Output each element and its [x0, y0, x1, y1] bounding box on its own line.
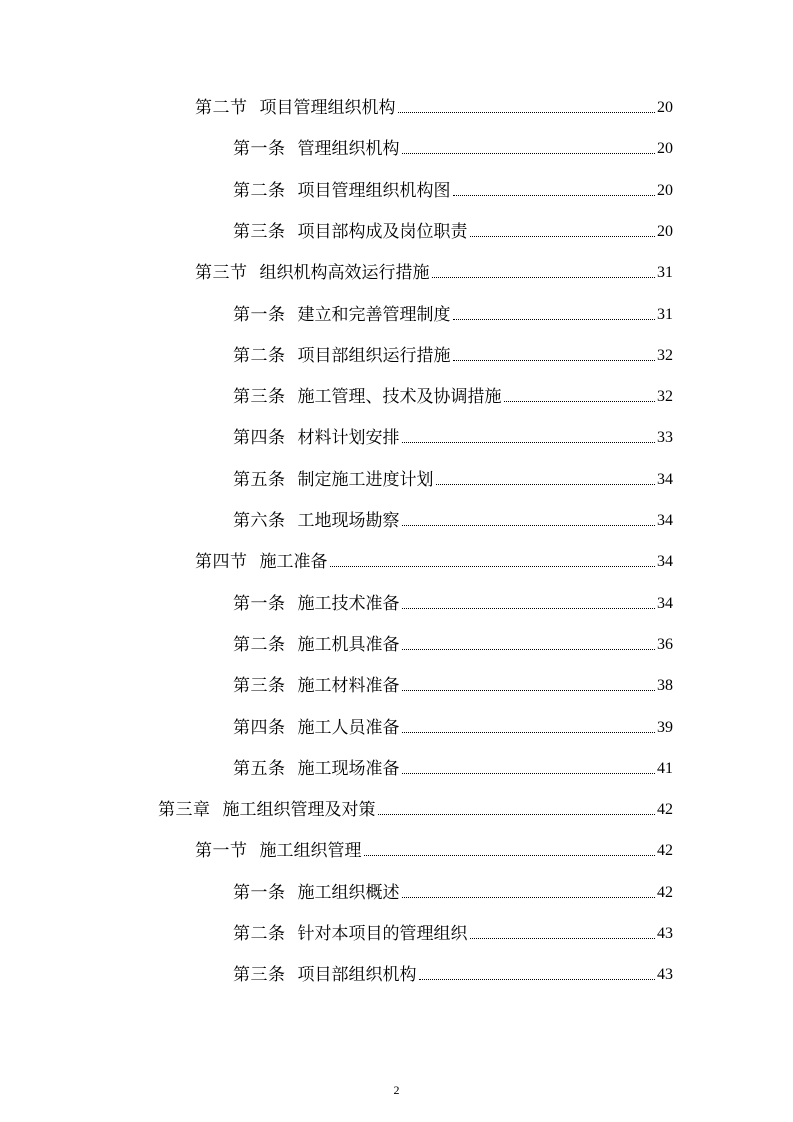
toc-entry-page: 42	[657, 842, 673, 860]
dot-leader	[364, 855, 656, 856]
toc-entry-number: 第三条	[233, 221, 286, 242]
toc-entry-page: 36	[657, 635, 673, 653]
toc-entry-title: 施工材料准备	[297, 676, 400, 697]
toc-entry[interactable]	[195, 88, 673, 118]
toc-entry-page: 20	[657, 222, 673, 240]
toc-entry-title: 施工机具准备	[297, 634, 400, 655]
dot-leader	[453, 195, 656, 196]
toc-entry-number: 第三条	[233, 676, 286, 697]
toc-entry[interactable]	[233, 501, 673, 531]
toc-entry-page: 33	[657, 429, 673, 447]
dot-leader	[398, 112, 656, 113]
toc-entry[interactable]	[233, 295, 673, 325]
dot-leader	[402, 732, 656, 733]
toc-entry-title: 项目部组织运行措施	[297, 345, 451, 366]
toc-entry-page: 39	[657, 718, 673, 736]
dot-leader	[504, 401, 656, 402]
toc-entry[interactable]	[233, 377, 673, 407]
toc-entry-number: 第六条	[233, 511, 286, 531]
toc-entry[interactable]	[233, 666, 673, 696]
toc-entry-number: 第二条	[233, 345, 286, 366]
toc-entry[interactable]	[158, 790, 673, 820]
dot-leader	[378, 814, 656, 815]
toc-entry-title: 建立和完善管理制度	[297, 304, 451, 325]
toc-entry-page: 43	[657, 966, 673, 984]
toc-entry-number: 第四节	[195, 552, 248, 573]
toc-entry-number: 第二条	[233, 634, 286, 655]
toc-entry-number: 第五条	[233, 758, 286, 779]
toc-entry-title: 项目管理组织机构	[259, 98, 396, 118]
toc-entry-page: 31	[657, 264, 673, 282]
dot-leader	[470, 236, 656, 237]
toc-entry[interactable]	[233, 955, 673, 985]
toc-entry-title: 施工组织管理	[259, 841, 362, 862]
toc-entry-page: 31	[657, 305, 673, 323]
toc-entry-number: 第一条	[233, 304, 286, 325]
page-number: 2	[393, 1083, 400, 1097]
toc-entry-number: 第二条	[233, 924, 286, 944]
toc-entry[interactable]	[195, 253, 673, 283]
toc-entry-page: 43	[657, 925, 673, 942]
toc-entry-number: 第一条	[233, 593, 286, 614]
toc-entry-number: 第一条	[233, 882, 286, 903]
dot-leader	[402, 442, 656, 443]
toc-entry[interactable]	[233, 171, 673, 201]
toc-entry-title: 项目部构成及岗位职责	[297, 221, 468, 242]
toc-entry-page: 32	[657, 388, 673, 406]
dot-leader	[453, 319, 656, 320]
toc-entry-number: 第四条	[233, 717, 286, 738]
toc-entry[interactable]	[233, 914, 673, 944]
toc-entry[interactable]	[233, 212, 673, 242]
dot-leader	[432, 277, 656, 278]
toc-entry-title: 施工准备	[259, 552, 328, 573]
toc-entry-number: 第三条	[233, 387, 286, 408]
dot-leader	[402, 525, 656, 526]
toc-entry-number: 第三条	[233, 965, 286, 986]
toc-entry[interactable]	[233, 129, 673, 159]
toc-entry[interactable]	[233, 584, 673, 614]
toc-entry[interactable]	[233, 336, 673, 366]
dot-leader	[402, 897, 656, 898]
toc-entry-page: 20	[657, 99, 673, 116]
toc-entry[interactable]	[195, 542, 673, 572]
toc-entry-page: 41	[657, 759, 673, 777]
toc-entry-page: 34	[657, 512, 673, 529]
toc-entry-title: 项目管理组织机构图	[297, 180, 451, 201]
toc-entry-title: 针对本项目的管理组织	[297, 924, 468, 944]
toc-entry-number: 第一条	[233, 139, 286, 160]
toc-entry-title: 施工组织概述	[297, 882, 400, 903]
dot-leader	[402, 153, 656, 154]
toc-entry-page: 20	[657, 181, 673, 199]
toc-entry-number: 第五条	[233, 469, 286, 490]
toc-entry-title: 施工管理、技术及协调措施	[297, 387, 502, 408]
toc-entry-title: 工地现场勘察	[297, 511, 400, 531]
toc-entry-title: 施工组织管理及对策	[222, 800, 376, 821]
toc-entry[interactable]	[195, 831, 673, 861]
toc-entry-title: 管理组织机构	[297, 139, 400, 160]
dot-leader	[453, 360, 656, 361]
toc-entry-number: 第二条	[233, 180, 286, 201]
toc-entry[interactable]	[233, 708, 673, 738]
toc-entry-title: 组织机构高效运行措施	[259, 263, 430, 284]
toc-entry-page: 34	[657, 594, 673, 612]
dot-leader	[402, 608, 656, 609]
toc-entry[interactable]	[233, 460, 673, 490]
dot-leader	[402, 773, 656, 774]
toc-entry-number: 第二节	[195, 98, 248, 118]
toc-entry[interactable]	[233, 625, 673, 655]
toc-entry-title: 制定施工进度计划	[297, 469, 434, 490]
toc-entry-title: 施工技术准备	[297, 593, 400, 614]
toc-entry-page: 20	[657, 140, 673, 158]
toc-entry-title: 施工现场准备	[297, 758, 400, 779]
toc-entry[interactable]	[233, 873, 673, 903]
dot-leader	[402, 690, 656, 691]
toc-entry-page: 34	[657, 470, 673, 488]
toc-entry[interactable]	[233, 749, 673, 779]
toc-entry-title: 施工人员准备	[297, 717, 400, 738]
dot-leader	[436, 484, 656, 485]
toc-entry-page: 32	[657, 346, 673, 364]
dot-leader	[419, 979, 656, 980]
toc-entry-page: 42	[657, 801, 673, 819]
toc-entry-number: 第一节	[195, 841, 248, 862]
toc-entry[interactable]	[233, 418, 673, 448]
toc-entry-number: 第四条	[233, 428, 286, 449]
toc-entry-page: 34	[657, 553, 673, 571]
dot-leader	[402, 649, 656, 650]
toc-entry-title: 项目部组织机构	[297, 965, 417, 986]
toc-entry-number: 第三章	[158, 800, 211, 821]
dot-leader	[470, 938, 656, 939]
toc-entry-number: 第三节	[195, 263, 248, 284]
toc-entry-title: 材料计划安排	[297, 428, 400, 449]
toc-entry-page: 38	[657, 677, 673, 695]
toc-entry-page: 42	[657, 883, 673, 901]
dot-leader	[330, 566, 656, 567]
